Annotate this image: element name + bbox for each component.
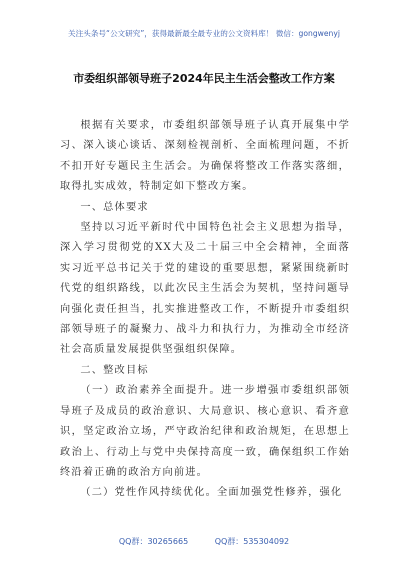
section-heading-general-requirements: 一、总体要求 — [80, 201, 149, 213]
document-title: 市委组织部领导班子2024年民主生活会整改工作方案 — [73, 72, 335, 85]
paragraph-goal-political: （一）政治素养全面提升。进一步增强市委组织部领导班子及成员的政治意识、大局意识、核心意识、看齐意识，坚定政治立场，严守政治纪律和政治规矩，在思想上政治上、行动上与党中央保持高度一致，确保组织工作始终沿着正确的政治方向前进。 — [60, 385, 350, 478]
paragraph-general-requirements: 坚持以习近平新时代中国特色社会主义思想为指导，深入学习贯彻党的XX大及二十届三中全会精神，全面落实习近平总书记关于党的建设的重要思想，紧紧围绕新时代党的组织路线，以此次民主生活会为契机，坚持问题导向强化责任担当，扎实推进整改工作，不断提升市委组织部领导班子的凝聚力、战斗力和执行力，为推动全市经济社会高质量发展提供坚强组织保障。 — [60, 222, 350, 356]
document-body — [60, 116, 350, 504]
paragraph-intro: 根据有关要求，市委组织部领导班子认真开展集中学习、深入谈心谈话、深刻检视剖析、全面梳理问题，不折不扣开好专题民主生活会。为确保将整改工作落实落细，取得扎实成效，特制定如下整改方案。 — [60, 120, 350, 193]
footer-qq-group-1: QQ群：30265665 — [118, 537, 189, 546]
footer-qq-group-2: QQ群：535304092 — [214, 537, 290, 546]
header-banner: 关注头条号“公文研究”，获得最新最全最专业的公文资料库！ 微信：gongwenyj — [68, 29, 340, 38]
paragraph-goal-style: （二）党性作风持续优化。全面加强党性修养，强化 — [80, 487, 343, 499]
section-heading-goals: 二、整改目标 — [80, 364, 149, 376]
footer — [0, 536, 408, 547]
